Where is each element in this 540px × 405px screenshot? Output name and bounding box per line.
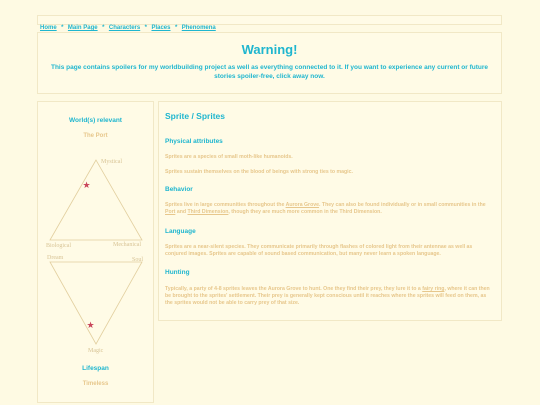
nav-bar — [37, 15, 502, 31]
behavior-paragraph — [165, 202, 495, 216]
label-magic: Magic — [88, 348, 104, 354]
behavior-text: , though they are much more common in the Third Dimension. — [228, 209, 382, 216]
star-marker-upper: ★ — [82, 180, 91, 190]
language-heading: Language — [165, 228, 196, 235]
worlds-relevant-value: The Port — [83, 133, 108, 139]
nav-separator: * — [61, 25, 64, 31]
behavior-heading: Behavior — [165, 186, 193, 193]
magic-type-triangle-diagram — [38, 152, 155, 362]
warning-title: Warning! — [241, 42, 298, 57]
lifespan-value: Timeless — [82, 381, 109, 387]
physical-paragraph-2: Sprites sustain themselves on the blood of beings with strong ties to magic. — [165, 169, 353, 175]
nav-separator: * — [174, 25, 178, 31]
hunting-heading: Hunting — [165, 269, 190, 276]
label-soul: Soul — [132, 257, 144, 263]
worlds-relevant-heading: World(s) relevant — [69, 117, 122, 124]
behavior-text: and — [175, 209, 188, 216]
link-aurora-grove[interactable]: Aurora Grove — [285, 202, 320, 208]
label-mystical: Mystical — [101, 159, 122, 165]
hunting-paragraph — [165, 286, 495, 308]
behavior-text: . They can also be found individually or in small communities in the — [319, 202, 486, 208]
nav-link-places[interactable]: Places — [151, 25, 171, 31]
nav-separator: * — [144, 25, 148, 31]
link-port[interactable]: Port — [165, 209, 176, 216]
link-third-dimension[interactable]: Third Dimension — [187, 209, 229, 216]
physical-attributes-heading: Physical attributes — [165, 138, 223, 145]
star-marker-lower: ★ — [86, 320, 95, 330]
nav-link-characters[interactable]: Characters — [108, 25, 141, 31]
label-mechanical: Mechanical — [113, 242, 141, 248]
language-paragraph: Sprites are a near-silent species. They communicate primarily through flashes of colored light from their antennae as well as conjured images. Sprites are capable of sound based communication, but many never learn a spoken language. — [165, 244, 473, 258]
article-title: Sprite / Sprites — [165, 111, 225, 121]
nav-separator: * — [102, 25, 105, 31]
physical-paragraph-1: Sprites are a species of small moth-like humanoids. — [165, 154, 293, 160]
label-dream: Dream — [47, 255, 64, 261]
nav-link-home[interactable]: Home — [40, 25, 57, 31]
link-fairy-ring[interactable]: fairy ring — [422, 286, 445, 292]
lifespan-heading: Lifespan — [82, 365, 109, 372]
warning-text: This page contains spoilers for my worldbuilding project as well as everything connected to it. If you want to experience any current or future stories spoiler-free, click away now. — [50, 64, 489, 80]
lower-triangle — [50, 262, 142, 344]
hunting-text: , where it can then be brought to the sprites' settlement. Their prey is generally kept conscious until it reaches where the sprites will feed on them, as the sprites would not be able to carry prey of that size. — [165, 286, 490, 307]
behavior-text: Sprites live in large communities throughout the — [165, 202, 286, 208]
article-panel — [158, 101, 502, 321]
info-sidebar — [37, 101, 154, 403]
hunting-text: Typically, a party of 4-8 sprites leaves the Aurora Grove to hunt. One they find their prey, they lure it to a — [165, 286, 423, 292]
nav-link-main-page[interactable]: Main Page — [67, 25, 98, 31]
nav-link-phenomena[interactable]: Phenomena — [181, 25, 216, 31]
spoiler-warning-banner — [37, 32, 502, 94]
label-biological: Biological — [46, 243, 71, 249]
upper-triangle — [50, 160, 142, 240]
